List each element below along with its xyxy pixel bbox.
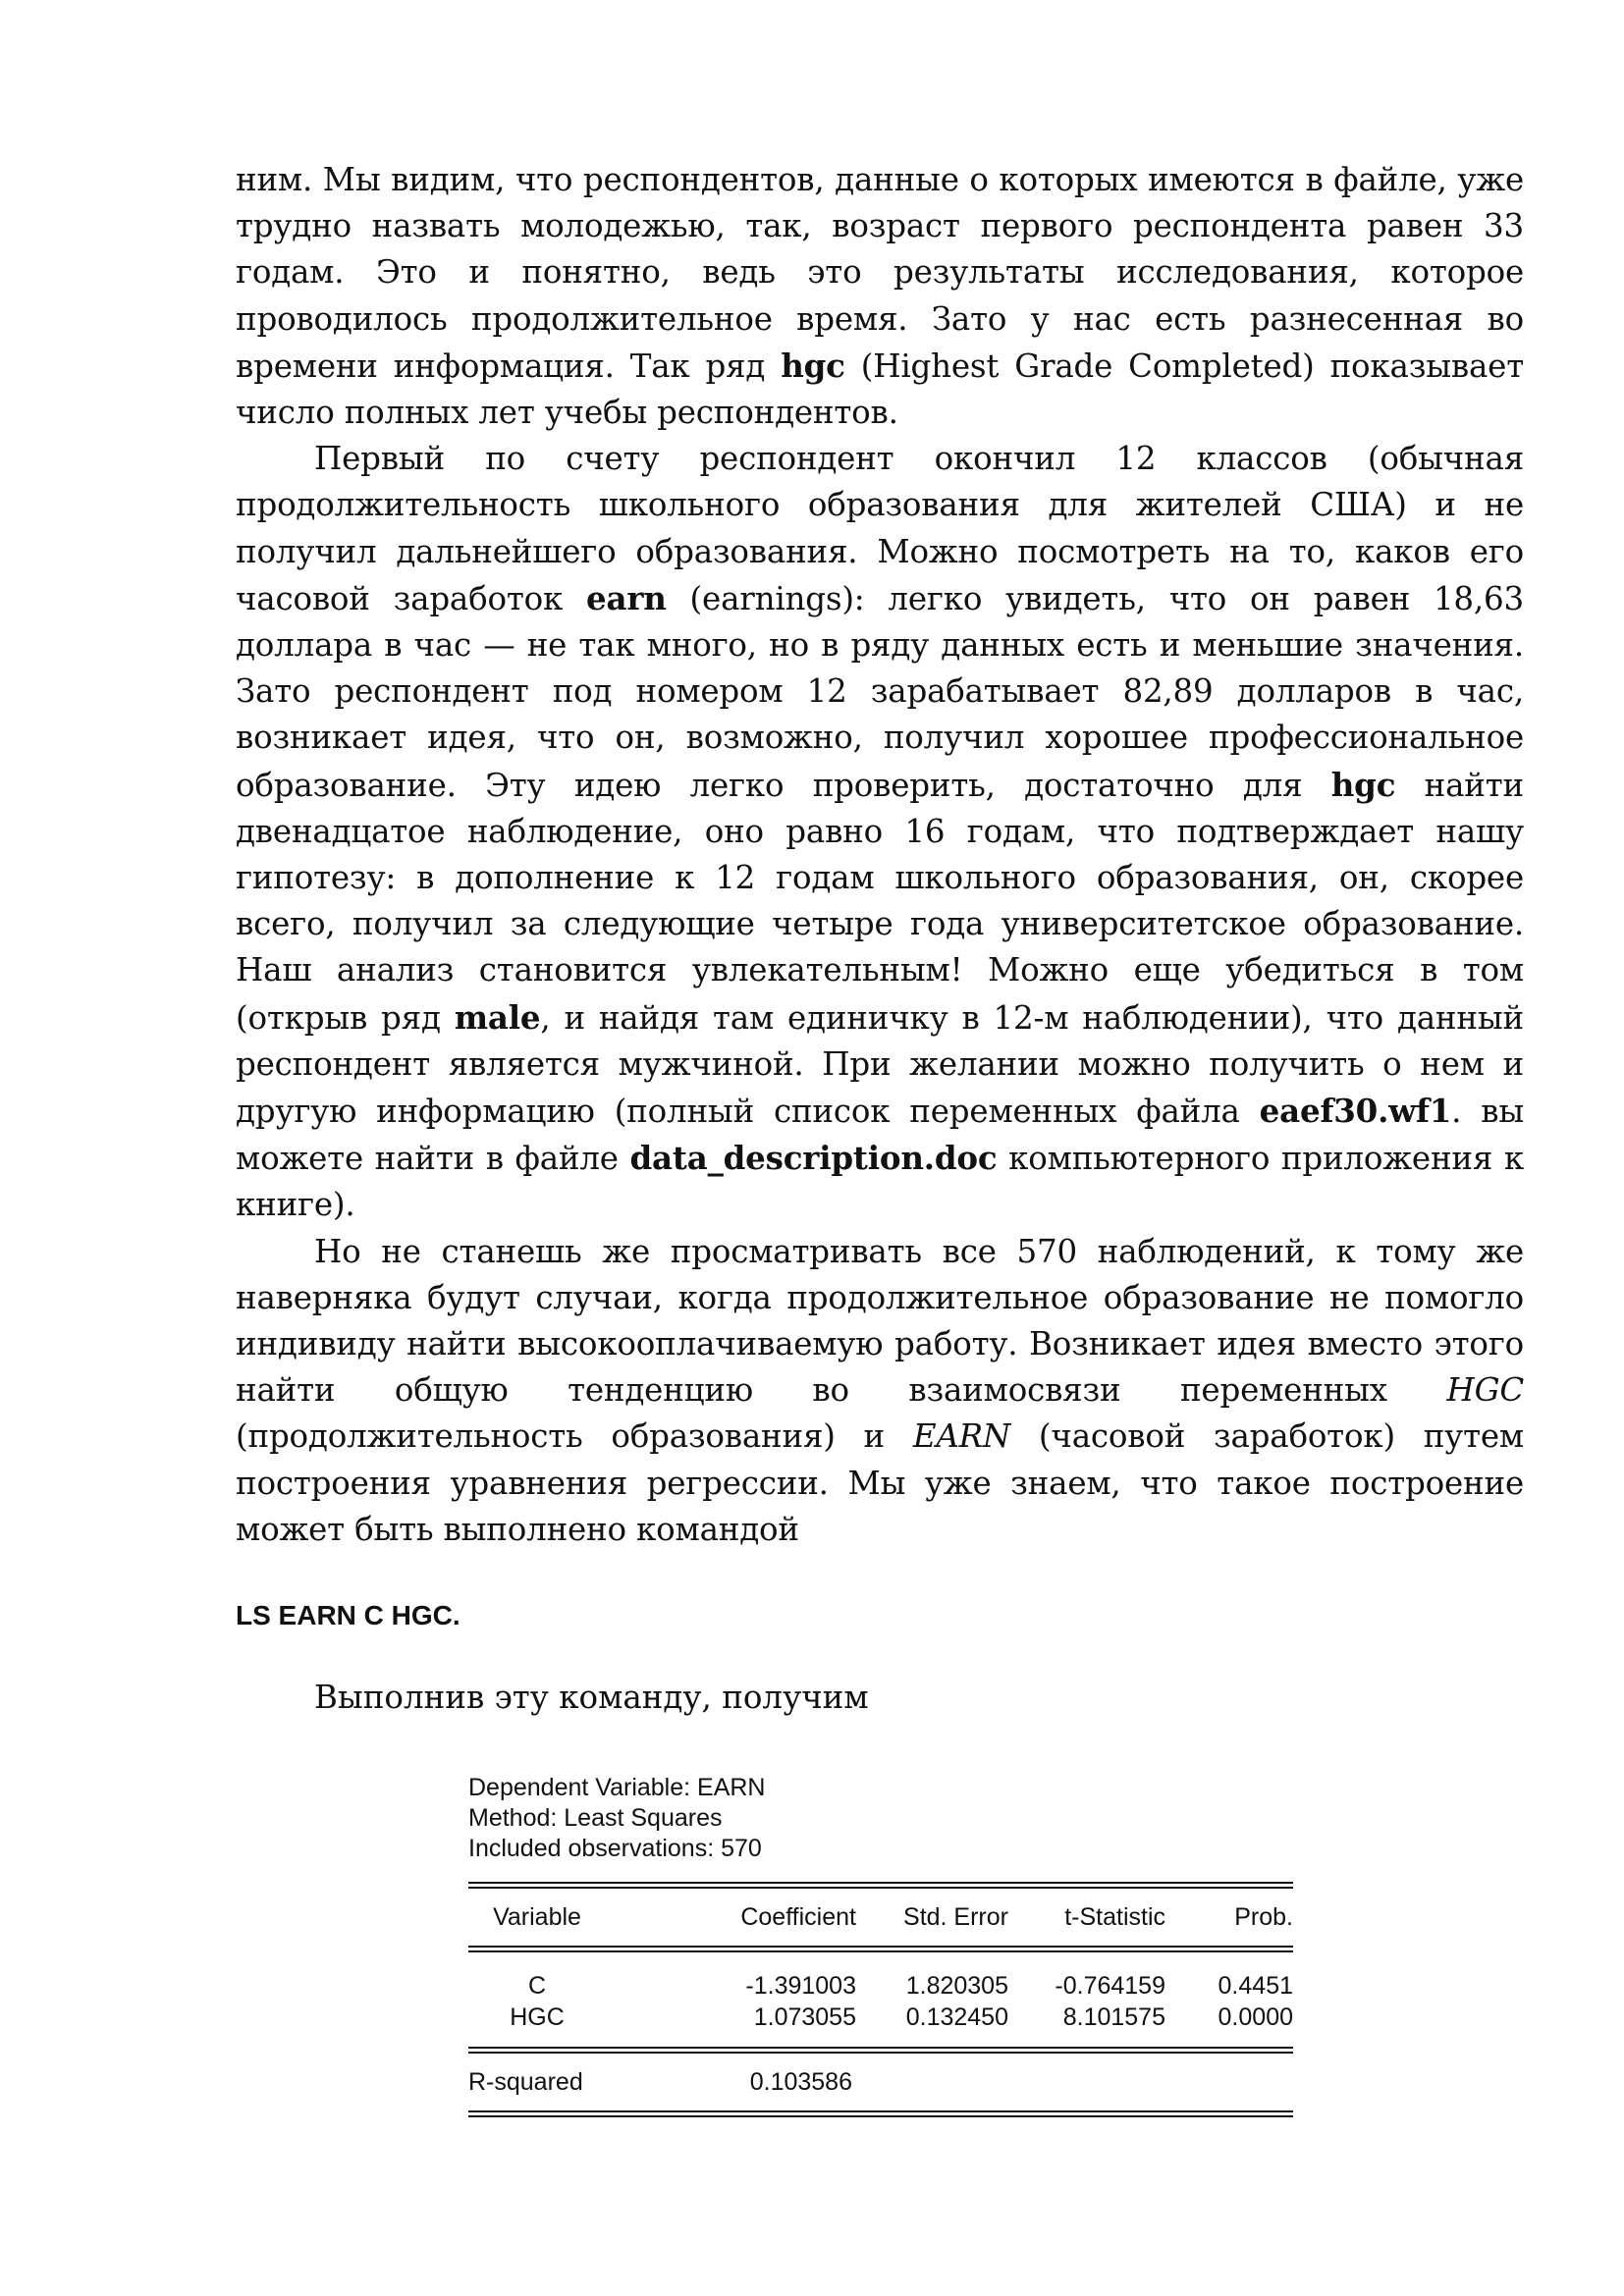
text-run: . вы можете найти в файле: [236, 1093, 1525, 1178]
text-run: Но не станешь же просматривать все 570 наблюдений, к тому же наверняка будут случаи, когда продолжительное образование не помогло индивиду найти высокооплачиваемую работу. Возникает идея вместо этого найти общую тенденцию во взаимосвязи переменных: [236, 1232, 1524, 1410]
std-error-value: 1.820305: [905, 1972, 1008, 2000]
paragraph: [236, 157, 1524, 436]
paragraph: [236, 1229, 1524, 1553]
text-run: Первый по счету респондент окончил 12 классов (обычная продолжительность школьного образования для жителей США) и не получил дальнейшего образования. Можно посмотреть на то, каков его часовой заработок: [236, 440, 1524, 617]
observations-line: Included observations: 570: [468, 1835, 762, 1862]
text-run: найти двенадцатое наблюдение, оно равно 16 годам, что подтверждает нашу гипотезу: в дополнение к 12 годам школьного образования, он, скорее всего, получил за следующие четыре года университетское образование. Наш анализ становится увлекательным! Можно еще убедиться в том (открыв ряд: [236, 766, 1524, 1037]
italic-term: EARN: [912, 1417, 1011, 1456]
page-body: [236, 157, 1524, 1721]
text-run: (продолжительность образования) и: [236, 1417, 913, 1456]
r-squared-value: 0.103586: [749, 2067, 852, 2096]
regression-header: [468, 1773, 1293, 1864]
body-text: [236, 157, 1524, 1553]
bold-term: hgc: [781, 346, 845, 385]
eviews-command: LS EARN C HGC.: [236, 1600, 460, 1631]
prob-value: 0.0000: [1218, 2003, 1293, 2031]
method-line: Method: Least Squares: [468, 1804, 723, 1832]
text-run: (Highest Grade Completed) показывает число полных лет учебы респондентов.: [236, 347, 1524, 432]
bold-term: earn: [585, 578, 667, 617]
table-body-rule: [468, 2047, 1293, 2054]
statistics-rows: [468, 2054, 1293, 2110]
table-header-row: [468, 1889, 1293, 1946]
text-run: (earnings): легко увидеть, что он равен 18,63 доллара в час — не так много, но в ряду данных есть и меньшие значения. Зато респондент под номером 12 зарабатывает 82,89 долларов в час, возникает идея, что он, возможно, получил хорошее профессиональное образование. Эту идею легко проверить, достаточно для: [236, 579, 1524, 804]
bold-term: data_description.doc: [629, 1139, 998, 1178]
result-intro: Выполнив эту команду, получим: [314, 1679, 869, 1717]
bold-term: hgc: [1330, 765, 1396, 804]
std-error-value: 0.132450: [905, 2003, 1008, 2031]
text-run: , и найдя там единичку в 12-м наблюдении), что данный респондент является мужчиной. При желании можно получить о нем и другую информацию (полный список переменных файла: [236, 998, 1524, 1131]
t-statistic-value: 8.101575: [1062, 2003, 1165, 2031]
column-header-coefficient: Coefficient: [740, 1902, 856, 1931]
bold-term: eaef30.wf1: [1259, 1092, 1452, 1131]
italic-term: HGC: [1446, 1371, 1524, 1410]
column-header-t-statistic: t-Statistic: [1064, 1902, 1165, 1931]
dependent-variable-line: Dependent Variable: EARN: [468, 1774, 766, 1801]
regression-output: [468, 1773, 1293, 2117]
r-squared-row: [468, 2054, 1293, 2110]
bold-term: male: [454, 997, 541, 1037]
text-run: компьютерного приложения к книге).: [236, 1140, 1524, 1224]
coefficient-table: [468, 1889, 1293, 1946]
table-bottom-rule: [468, 2110, 1293, 2117]
coefficient-value: -1.391003: [745, 1972, 856, 2000]
variable-name: C: [527, 1972, 547, 2000]
r-squared-label: R-squared: [468, 2067, 583, 2096]
prob-value: 0.4451: [1218, 1972, 1293, 2000]
text-run: ним. Мы видим, что респондентов, данные о которых имеются в файле, уже трудно назвать молодежью, так, возраст первого респондента равен 33 годам. Это и понятно, ведь это результаты исследования, которое проводилось продолжительное время. Зато у нас есть разнесенная во времени информация. Так ряд: [236, 161, 1524, 385]
table-header-rule: [468, 1946, 1293, 1952]
table-top-rule: [468, 1882, 1293, 1889]
coefficient-value: 1.073055: [753, 2003, 856, 2031]
coefficient-rows: [468, 1970, 1293, 2033]
text-run: (часовой заработок) путем построения уравнения регрессии. Мы уже знаем, что такое построение может быть выполнено командой: [236, 1417, 1524, 1548]
table-row: [468, 2002, 1293, 2033]
variable-name: HGC: [510, 2003, 565, 2031]
paragraph: [236, 436, 1524, 1228]
column-header-prob: Prob.: [1234, 1902, 1293, 1931]
column-header-std-error: Std. Error: [903, 1902, 1008, 1931]
t-statistic-value: -0.764159: [1055, 1972, 1165, 2000]
table-row: [468, 1970, 1293, 2002]
column-header-variable: Variable: [493, 1902, 581, 1931]
